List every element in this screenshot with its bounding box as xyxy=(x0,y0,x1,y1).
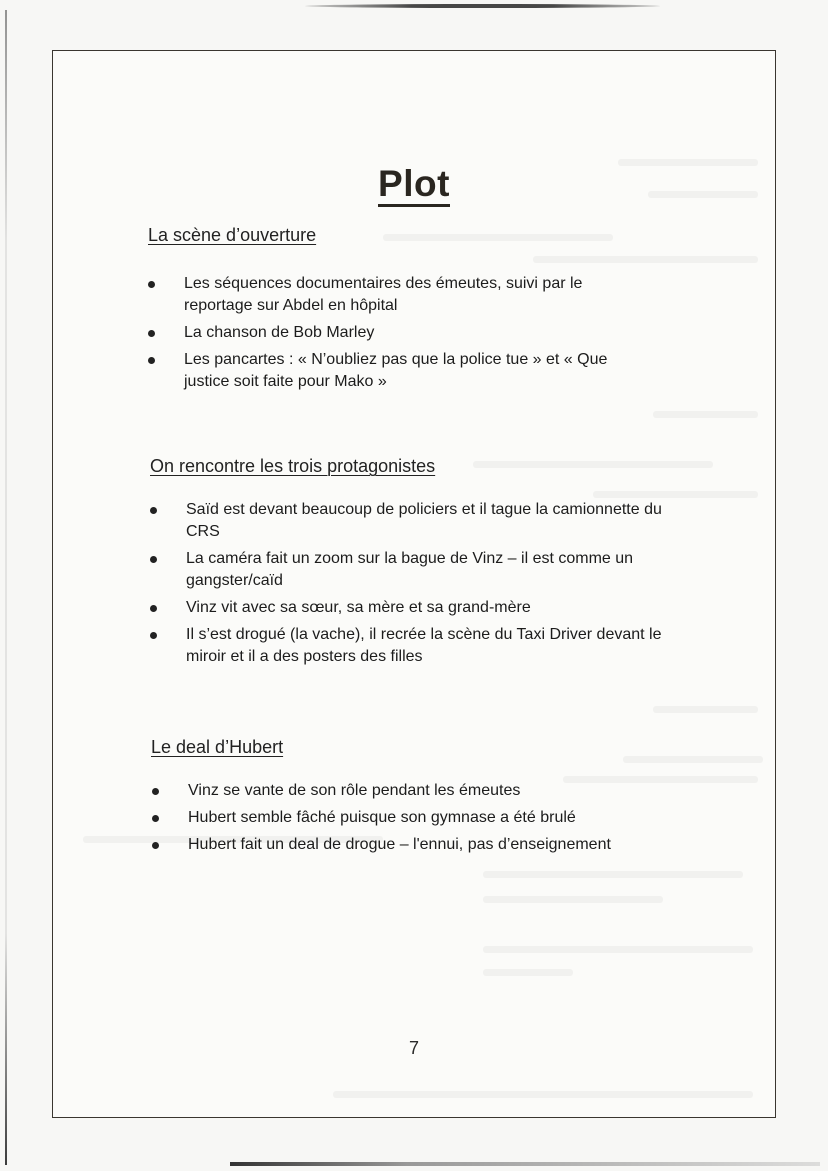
list-item-text: Hubert semble fâché puisque son gymnase a été brulé xyxy=(188,809,576,826)
bullet-icon xyxy=(148,330,155,337)
list-item-text: Saïd est devant beaucoup de policiers et il tague la camionnette du CRS xyxy=(186,501,662,540)
section-heading: La scène d’ouverture xyxy=(148,225,317,245)
show-through-line xyxy=(483,871,743,878)
bullet-list xyxy=(148,273,648,398)
bullet-icon xyxy=(150,632,157,639)
list-item-text: Il s’est drogué (la vache), il recrée la scène du Taxi Driver devant le miroir et il a des posters des filles xyxy=(186,626,662,665)
show-through-line xyxy=(333,1091,753,1098)
list-item-text: Vinz se vante de son rôle pendant les émeutes xyxy=(188,782,521,799)
show-through-line xyxy=(533,256,758,263)
section-heading: Le deal d’Hubert xyxy=(151,737,284,757)
list-item xyxy=(148,349,648,393)
list-item xyxy=(152,807,692,829)
page-number: 7 xyxy=(408,1038,419,1058)
show-through-line xyxy=(653,411,758,418)
list-item-text: Les pancartes : « N’oubliez pas que la police tue » et « Que justice soit faite pour Mako » xyxy=(184,351,608,390)
bullet-icon xyxy=(150,556,157,563)
bullet-icon xyxy=(152,788,159,795)
show-through-line xyxy=(593,491,758,498)
bullet-icon xyxy=(148,357,155,364)
show-through-line xyxy=(483,896,663,903)
list-item xyxy=(152,834,692,856)
bullet-icon xyxy=(152,815,159,822)
show-through-line xyxy=(623,756,763,763)
list-item-text: La chanson de Bob Marley xyxy=(184,324,375,341)
scan-edge-top xyxy=(305,4,660,8)
show-through-line xyxy=(473,461,713,468)
bullet-icon xyxy=(148,281,155,288)
list-item xyxy=(150,597,672,619)
list-item-text: Vinz vit avec sa sœur, sa mère et sa grand-mère xyxy=(186,599,531,616)
bullet-list xyxy=(152,780,692,861)
page-title xyxy=(53,163,775,207)
show-through-line xyxy=(483,969,573,976)
page-title-text: Plot xyxy=(378,165,450,207)
section-heading: On rencontre les trois protagonistes xyxy=(150,456,436,476)
list-item xyxy=(152,780,692,802)
show-through-line xyxy=(383,234,613,241)
list-item xyxy=(150,499,672,543)
scan-edge-left xyxy=(5,10,7,1165)
list-item-text: Hubert fait un deal de drogue – l'ennui, pas d’enseignement xyxy=(188,836,611,853)
bullet-icon xyxy=(150,605,157,612)
list-item xyxy=(148,322,648,344)
scan-edge-bottom xyxy=(230,1162,820,1166)
bullet-icon xyxy=(152,842,159,849)
list-item xyxy=(148,273,648,317)
page-frame xyxy=(52,50,776,1118)
list-item-text: La caméra fait un zoom sur la bague de Vinz – il est comme un gangster/caïd xyxy=(186,550,634,589)
show-through-line xyxy=(653,706,758,713)
bullet-list xyxy=(150,499,672,673)
show-through-line xyxy=(483,946,753,953)
list-item xyxy=(150,548,672,592)
list-item xyxy=(150,624,672,668)
bullet-icon xyxy=(150,507,157,514)
list-item-text: Les séquences documentaires des émeutes, suivi par le reportage sur Abdel en hôpital xyxy=(184,275,583,314)
